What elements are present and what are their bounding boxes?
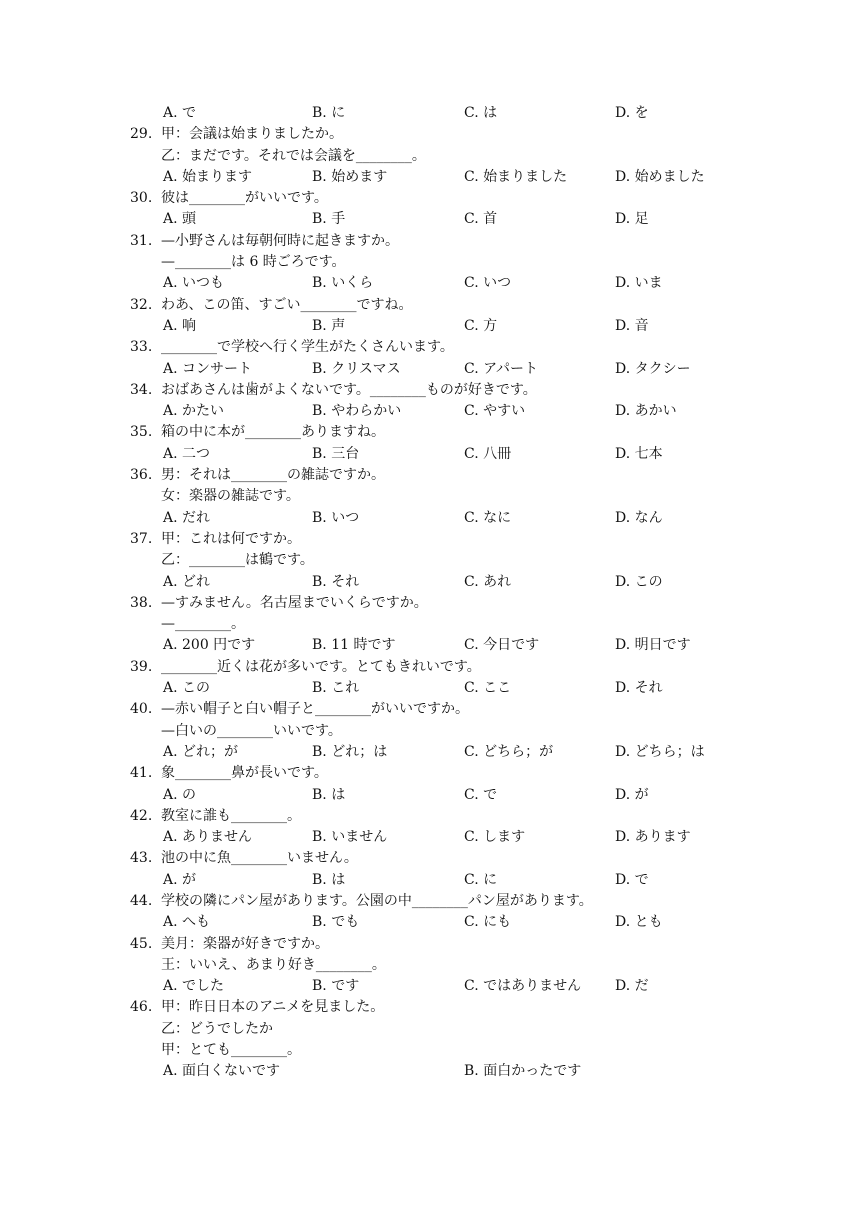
question-line <box>0 486 860 507</box>
option-b: B. これ <box>312 680 360 697</box>
question-30 <box>0 188 860 209</box>
option-a: A. この <box>163 680 211 697</box>
option-a: A. だれ <box>163 509 211 526</box>
options-row <box>0 209 860 230</box>
question-text: 甲：会議は始まりましたか。 <box>161 126 343 143</box>
option-b: B. いつ <box>312 509 360 526</box>
option-b: B. どれ；は <box>312 743 388 760</box>
option-c: C. どちら；が <box>464 743 554 760</box>
question-number: 41. <box>130 765 153 782</box>
option-d: D. あかい <box>615 403 677 420</box>
option-d: D. 音 <box>615 317 649 334</box>
question-text: おばあさんは歯がよくないです。________ものが好きです。 <box>161 381 537 398</box>
question-line <box>0 614 860 635</box>
question-text: 箱の中に本が________ありますね。 <box>161 424 385 441</box>
option-b: B. いくら <box>312 275 374 292</box>
option-b: B. でも <box>312 914 360 931</box>
options-row <box>0 444 860 465</box>
question-text: 教室に誰も________。 <box>161 807 301 824</box>
option-c: C. いつ <box>464 275 512 292</box>
question-text: 乙：________は鶴です。 <box>161 552 314 569</box>
option-c: C. 始まりました <box>464 168 568 185</box>
question-number: 42. <box>130 807 153 824</box>
question-line <box>0 252 860 273</box>
option-d: D. どちら；は <box>615 743 705 760</box>
question-number: 39. <box>130 658 153 675</box>
question-line <box>0 721 860 742</box>
option-a: A. 二つ <box>163 445 211 462</box>
question-line <box>0 550 860 571</box>
options-row <box>0 273 860 294</box>
question-number: 44. <box>130 892 153 909</box>
question-38 <box>0 593 860 614</box>
option-c: C. ではありません <box>464 978 582 995</box>
option-a: A. 面白くないです <box>163 1063 281 1080</box>
question-text: 乙：まだです。それでは会議を________。 <box>161 147 426 164</box>
option-c: C. 首 <box>464 211 498 228</box>
options-row <box>0 785 860 806</box>
question-line <box>0 1040 860 1061</box>
option-a: A. 始まります <box>163 168 253 185</box>
option-c: C. なに <box>464 509 512 526</box>
options-row <box>0 635 860 656</box>
question-number: 38. <box>130 594 153 611</box>
question-text: 甲：とても________。 <box>161 1042 301 1059</box>
option-a: A. で <box>163 105 197 121</box>
option-d: D. それ <box>615 680 663 697</box>
option-c: C. あれ <box>464 573 512 590</box>
option-d: D. 始めました <box>615 168 705 185</box>
option-b: B. は <box>312 786 346 803</box>
option-b: B. いません <box>312 829 388 846</box>
option-c: C. 方 <box>464 317 498 334</box>
option-b: B. 11 時です <box>312 637 396 654</box>
option-b: B. は <box>312 871 346 888</box>
exam-page <box>0 103 860 1083</box>
question-45 <box>0 934 860 955</box>
option-b: B. 面白かったです <box>464 1063 582 1080</box>
question-number: 45. <box>130 935 153 952</box>
question-31 <box>0 231 860 252</box>
question-text: 王：いいえ、あまり好き________。 <box>161 956 386 973</box>
question-37 <box>0 529 860 550</box>
option-c: C. します <box>464 829 526 846</box>
question-41 <box>0 763 860 784</box>
question-number: 34. <box>130 381 153 398</box>
question-36 <box>0 465 860 486</box>
question-line <box>0 955 860 976</box>
question-text: —白いの________いいです。 <box>161 722 342 739</box>
option-b: B. やわらかい <box>312 403 402 420</box>
option-b: B. 三台 <box>312 445 360 462</box>
options-row <box>0 976 860 997</box>
question-number: 31. <box>130 232 153 249</box>
option-a: A. ありません <box>163 829 253 846</box>
question-number: 32. <box>130 296 153 313</box>
question-42 <box>0 806 860 827</box>
question-39 <box>0 657 860 678</box>
question-40 <box>0 699 860 720</box>
options-row <box>0 401 860 422</box>
option-d: D. だ <box>615 978 649 995</box>
question-34 <box>0 380 860 401</box>
question-46 <box>0 997 860 1018</box>
option-a: A. 頭 <box>163 211 197 228</box>
question-number: 46. <box>130 999 153 1016</box>
option-b: B. に <box>312 105 346 121</box>
options-row <box>0 827 860 848</box>
option-c: C. にも <box>464 914 512 931</box>
question-44 <box>0 891 860 912</box>
option-c: C. やすい <box>464 403 526 420</box>
question-text: 甲：これは何ですか。 <box>161 530 301 547</box>
question-text: ________近くは花が多いです。とてもきれいです。 <box>161 658 481 675</box>
option-b: B. 手 <box>312 211 346 228</box>
option-d: D. で <box>615 871 649 888</box>
question-number: 40. <box>130 701 153 718</box>
option-c: C. アパート <box>464 360 538 377</box>
question-text: わあ、この笛、すごい________ですね。 <box>161 296 413 313</box>
option-c: C. で <box>464 786 498 803</box>
option-d: D. とも <box>615 914 663 931</box>
question-number: 37. <box>130 530 153 547</box>
options-row <box>0 572 860 593</box>
option-a: A. へも <box>163 914 211 931</box>
question-text: ________で学校へ行く学生がたくさんいます。 <box>161 339 454 356</box>
question-text: 美月：楽器が好きですか。 <box>161 935 329 952</box>
question-text: —小野さんは毎朝何時に起きますか。 <box>161 232 399 249</box>
question-number: 43. <box>130 850 153 867</box>
question-32 <box>0 295 860 316</box>
option-b: B. クリスマス <box>312 360 401 377</box>
options-row <box>0 508 860 529</box>
question-number: 33. <box>130 339 153 356</box>
option-d: D. なん <box>615 509 663 526</box>
question-number: 36. <box>130 467 153 484</box>
option-d: D. この <box>615 573 663 590</box>
question-number: 29. <box>130 126 153 143</box>
option-b: B. です <box>312 978 360 995</box>
option-d: D. あります <box>615 829 691 846</box>
option-a: A. どれ <box>163 573 211 590</box>
options-row <box>0 359 860 380</box>
question-text: 女：楽器の雑誌です。 <box>161 488 300 505</box>
question-text: 彼は________がいいです。 <box>161 190 328 207</box>
option-b: B. 声 <box>312 317 346 334</box>
question-number: 30. <box>130 190 153 207</box>
option-d: D. が <box>615 786 649 803</box>
option-c: C. 今日です <box>464 637 540 654</box>
option-c: C. に <box>464 871 498 888</box>
option-a: A. かたい <box>163 403 225 420</box>
question-text: —すみません。名古屋までいくらですか。 <box>161 594 428 611</box>
option-d: D. 七本 <box>615 445 663 462</box>
question-line <box>0 1019 860 1040</box>
question-line <box>0 146 860 167</box>
options-row <box>0 167 860 188</box>
question-35 <box>0 422 860 443</box>
option-a: A. 200 円です <box>163 637 256 654</box>
option-d: D. を <box>615 105 649 121</box>
options-row <box>0 870 860 891</box>
options-row <box>0 742 860 763</box>
option-d: D. 足 <box>615 211 649 228</box>
question-43 <box>0 848 860 869</box>
question-text: 男：それは________の雑誌ですか。 <box>161 467 385 484</box>
options-row <box>0 103 860 124</box>
option-a: A. が <box>163 871 197 888</box>
option-d: D. 明日です <box>615 637 691 654</box>
question-text: 学校の隣にパン屋があります。公園の中________パン屋があります。 <box>161 892 593 909</box>
options-row <box>0 316 860 337</box>
option-d: D. いま <box>615 275 663 292</box>
question-33 <box>0 337 860 358</box>
option-a: A. いつも <box>163 275 225 292</box>
options-row <box>0 912 860 933</box>
option-a: A. 响 <box>163 317 197 334</box>
question-text: 池の中に魚________いません。 <box>161 850 358 867</box>
option-b: B. それ <box>312 573 360 590</box>
question-text: 甲：昨日日本のアニメを見ました。 <box>161 999 385 1016</box>
option-c: C. ここ <box>464 680 512 697</box>
question-29 <box>0 124 860 145</box>
option-d: D. タクシー <box>615 360 691 377</box>
question-text: 乙：どうでしたか <box>161 1020 273 1037</box>
question-text: —赤い帽子と白い帽子と________がいいですか。 <box>161 701 469 718</box>
option-c: C. は <box>464 105 498 121</box>
option-c: C. 八冊 <box>464 445 512 462</box>
option-a: A. どれ；が <box>163 743 239 760</box>
option-a: A. でした <box>163 978 225 995</box>
question-text: —________は 6 時ごろです。 <box>161 254 346 271</box>
question-text: —________。 <box>161 616 245 633</box>
question-text: 象________鼻が長いです。 <box>161 765 328 782</box>
option-a: A. コンサート <box>163 360 253 377</box>
options-row <box>0 1061 860 1082</box>
question-number: 35. <box>130 424 153 441</box>
option-a: A. の <box>163 786 197 803</box>
options-row <box>0 678 860 699</box>
option-b: B. 始めます <box>312 168 388 185</box>
